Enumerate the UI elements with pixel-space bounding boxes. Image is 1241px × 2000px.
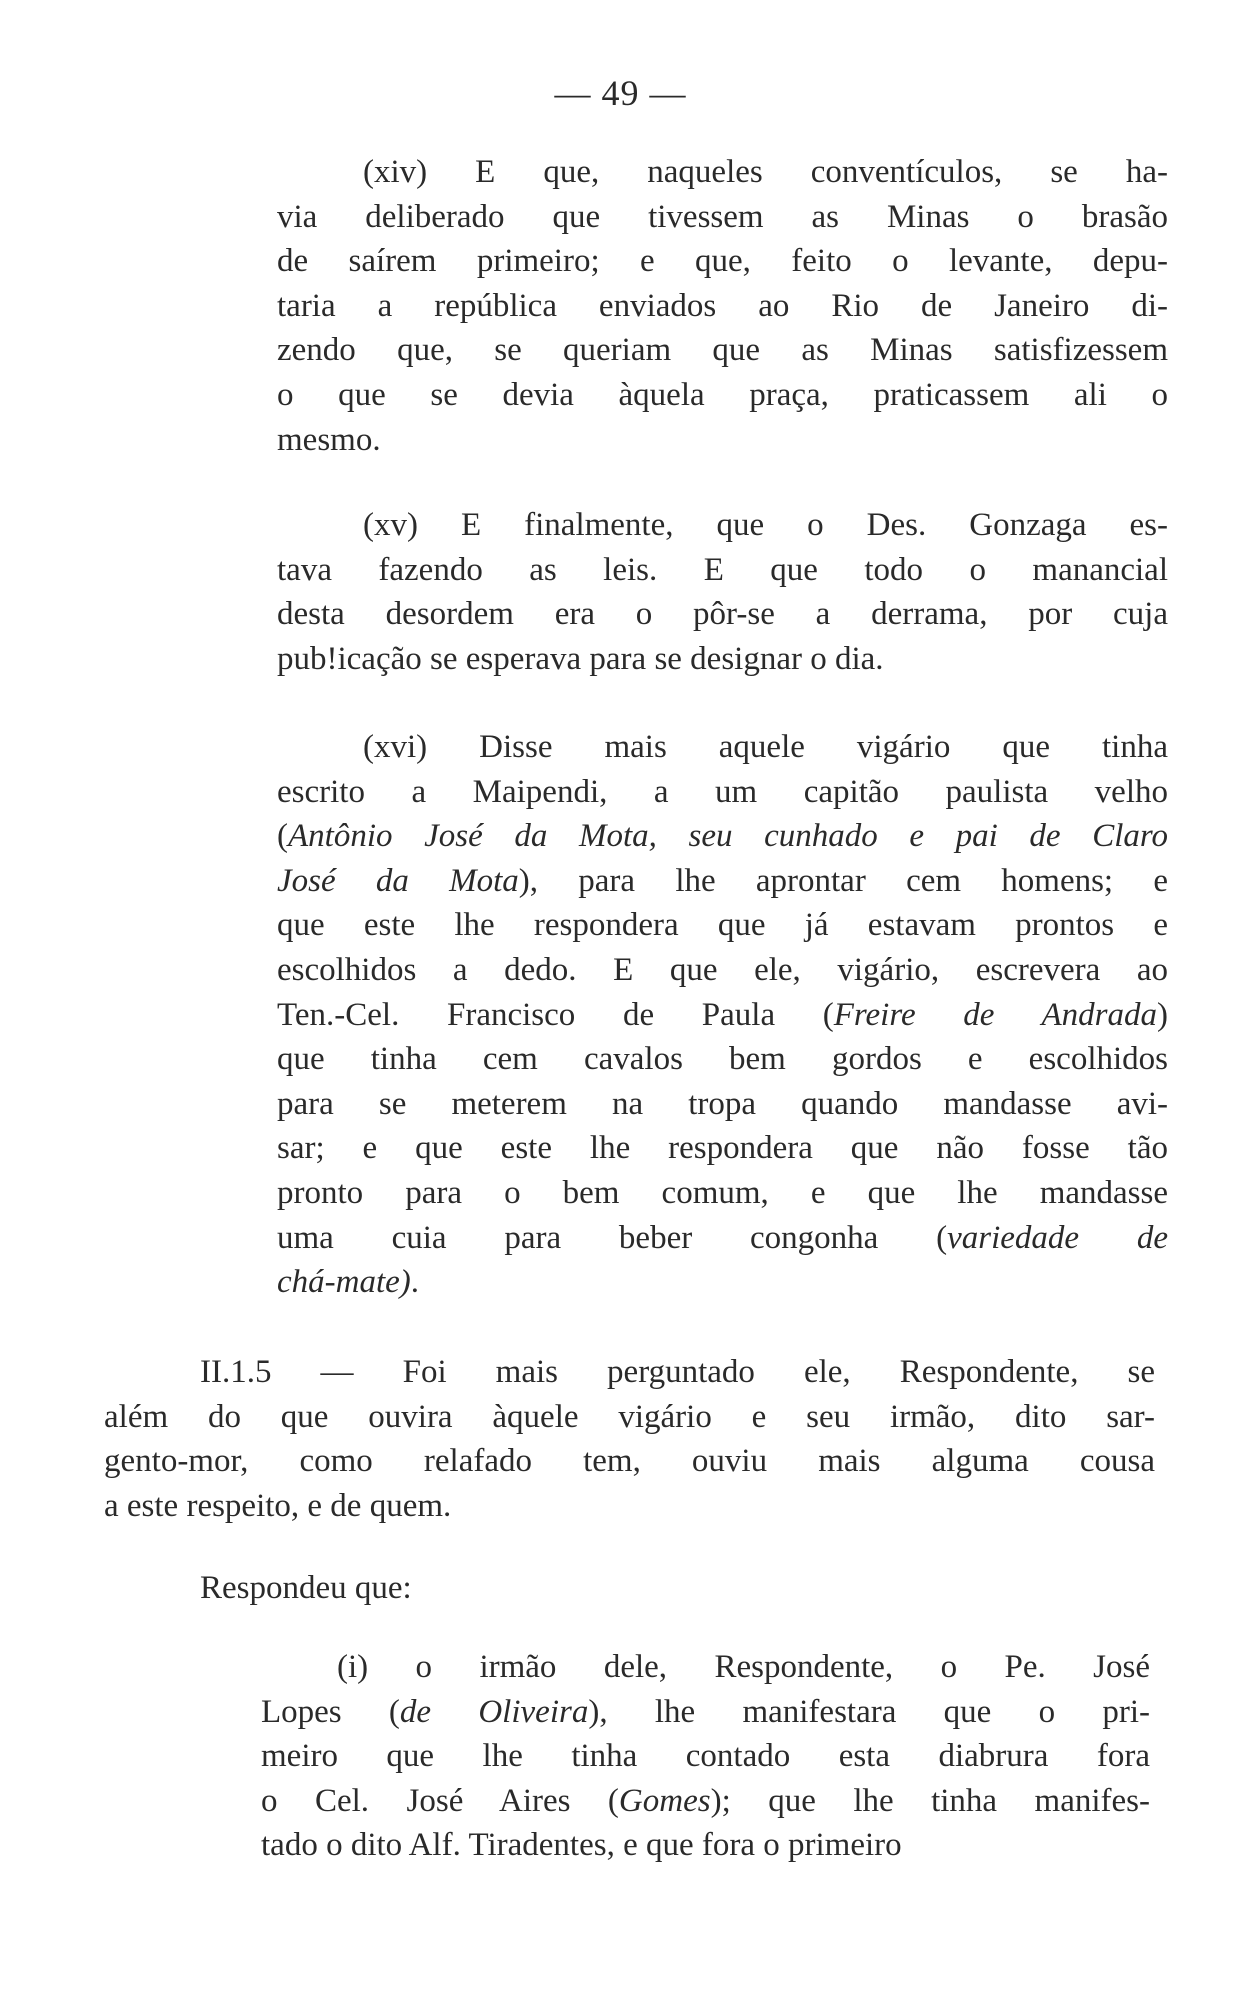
text-segment: escrito a Maipendi, a um capitão paulista velho [277, 773, 1168, 810]
text-segment: sar; e que este lhe respondera que não fosse tão [277, 1130, 1168, 1167]
text-segment: pronto para o bem comum, e que lhe mandasse [277, 1174, 1168, 1211]
text-line: (xiv) E que, naqueles conventículos, se ha- [363, 154, 1168, 190]
text-line [277, 814, 1168, 859]
text-line [261, 1823, 1150, 1868]
text-line [277, 1082, 1168, 1127]
text-segment: tado o dito Alf. Tiradentes, e que fora o primeiro [261, 1827, 902, 1864]
text-segment: ( [277, 818, 288, 855]
text-segment: Lopes ( [261, 1693, 400, 1730]
text-line: zendo que, se queriam que as Minas satisfizessem [277, 332, 1168, 369]
text-line: a este respeito, e de quem. [104, 1487, 452, 1524]
text-segment: ), para lhe aprontar cem homens; e [518, 862, 1168, 899]
text-line: pub!icação se esperava para se designar o dia. [277, 640, 884, 677]
text-line [277, 1037, 1168, 1082]
text-line: desta desordem era o pôr-se a derrama, por cuja [277, 596, 1168, 633]
italic-text: Freire de Andrada [833, 996, 1157, 1033]
text-line: via deliberado que tivessem as Minas o brasão [277, 198, 1168, 235]
text-line: Respondeu que: [200, 1570, 412, 1606]
text-segment: Ten.-Cel. Francisco de Paula ( [277, 996, 834, 1033]
text-segment: ) [1157, 996, 1168, 1033]
text-line: taria a república enviados ao Rio de Janeiro di- [277, 287, 1168, 324]
text-line: gento-mor, como relafado tem, ouviu mais alguma cousa [104, 1443, 1155, 1480]
text-segment: meiro que lhe tinha contado esta diabrura fora [261, 1738, 1150, 1775]
section-ii-1-5 [104, 1350, 1155, 1528]
text-line [277, 903, 1168, 948]
text-segment: que este lhe respondera que já estavam prontos e [277, 907, 1168, 944]
text-segment: (i) o irmão dele, Respondente, o Pe. José [337, 1649, 1150, 1685]
text-line [277, 725, 1168, 770]
text-segment: (xvi) Disse mais aquele vigário que tinha [363, 729, 1168, 765]
text-segment: uma cuia para beber congonha ( [277, 1219, 948, 1256]
italic-text: Antônio José da Mota, seu cunhado e pai de Claro [288, 818, 1168, 855]
respondeu-heading [200, 1566, 800, 1611]
text-segment: escolhidos a dedo. E que ele, vigário, escrevera ao [277, 951, 1168, 988]
text-segment: para se meterem na tropa quando mandasse avi- [277, 1085, 1168, 1122]
text-line [261, 1779, 1150, 1824]
text-line [261, 1690, 1150, 1735]
text-segment: que tinha cem cavalos bem gordos e escolhidos [277, 1041, 1168, 1078]
italic-text: variedade de [947, 1219, 1168, 1256]
text-line [277, 948, 1168, 993]
page-number: — 49 — [554, 73, 687, 113]
text-line [277, 1260, 1168, 1305]
text-segment: o Cel. José Aires ( [261, 1782, 619, 1819]
paragraph-xvi [277, 725, 1168, 1305]
text-line: além do que ouvira àquele vigário e seu irmão, dito sar- [104, 1398, 1155, 1435]
text-line [261, 1734, 1150, 1779]
text-line: o que se devia àquela praça, praticassem ali o [277, 376, 1168, 413]
paragraph-xiv [277, 150, 1168, 462]
text-line: II.1.5 — Foi mais perguntado ele, Respondente, se [200, 1354, 1155, 1390]
paragraph-xv [277, 503, 1168, 681]
paragraph-i [261, 1645, 1150, 1868]
italic-text: de Oliveira [399, 1693, 589, 1730]
text-line [261, 1645, 1150, 1690]
text-segment: . [410, 1264, 420, 1301]
text-line [277, 1171, 1168, 1216]
text-line: mesmo. [277, 421, 381, 458]
text-line [277, 770, 1168, 815]
text-line [277, 859, 1168, 904]
italic-text: Gomes [618, 1782, 711, 1819]
text-line: tava fazendo as leis. E que todo o manancial [277, 551, 1168, 588]
text-line [277, 1126, 1168, 1171]
text-line: de saírem primeiro; e que, feito o levante, depu- [277, 243, 1168, 280]
text-line [277, 1216, 1168, 1261]
text-line: (xv) E finalmente, que o Des. Gonzaga es- [363, 507, 1168, 543]
italic-text: chá-mate) [277, 1264, 411, 1301]
italic-text: José da Mota [277, 862, 519, 899]
text-line [277, 993, 1168, 1038]
text-segment: ); que lhe tinha manifes- [710, 1782, 1150, 1819]
text-segment: ), lhe manifestara que o pri- [588, 1693, 1150, 1730]
